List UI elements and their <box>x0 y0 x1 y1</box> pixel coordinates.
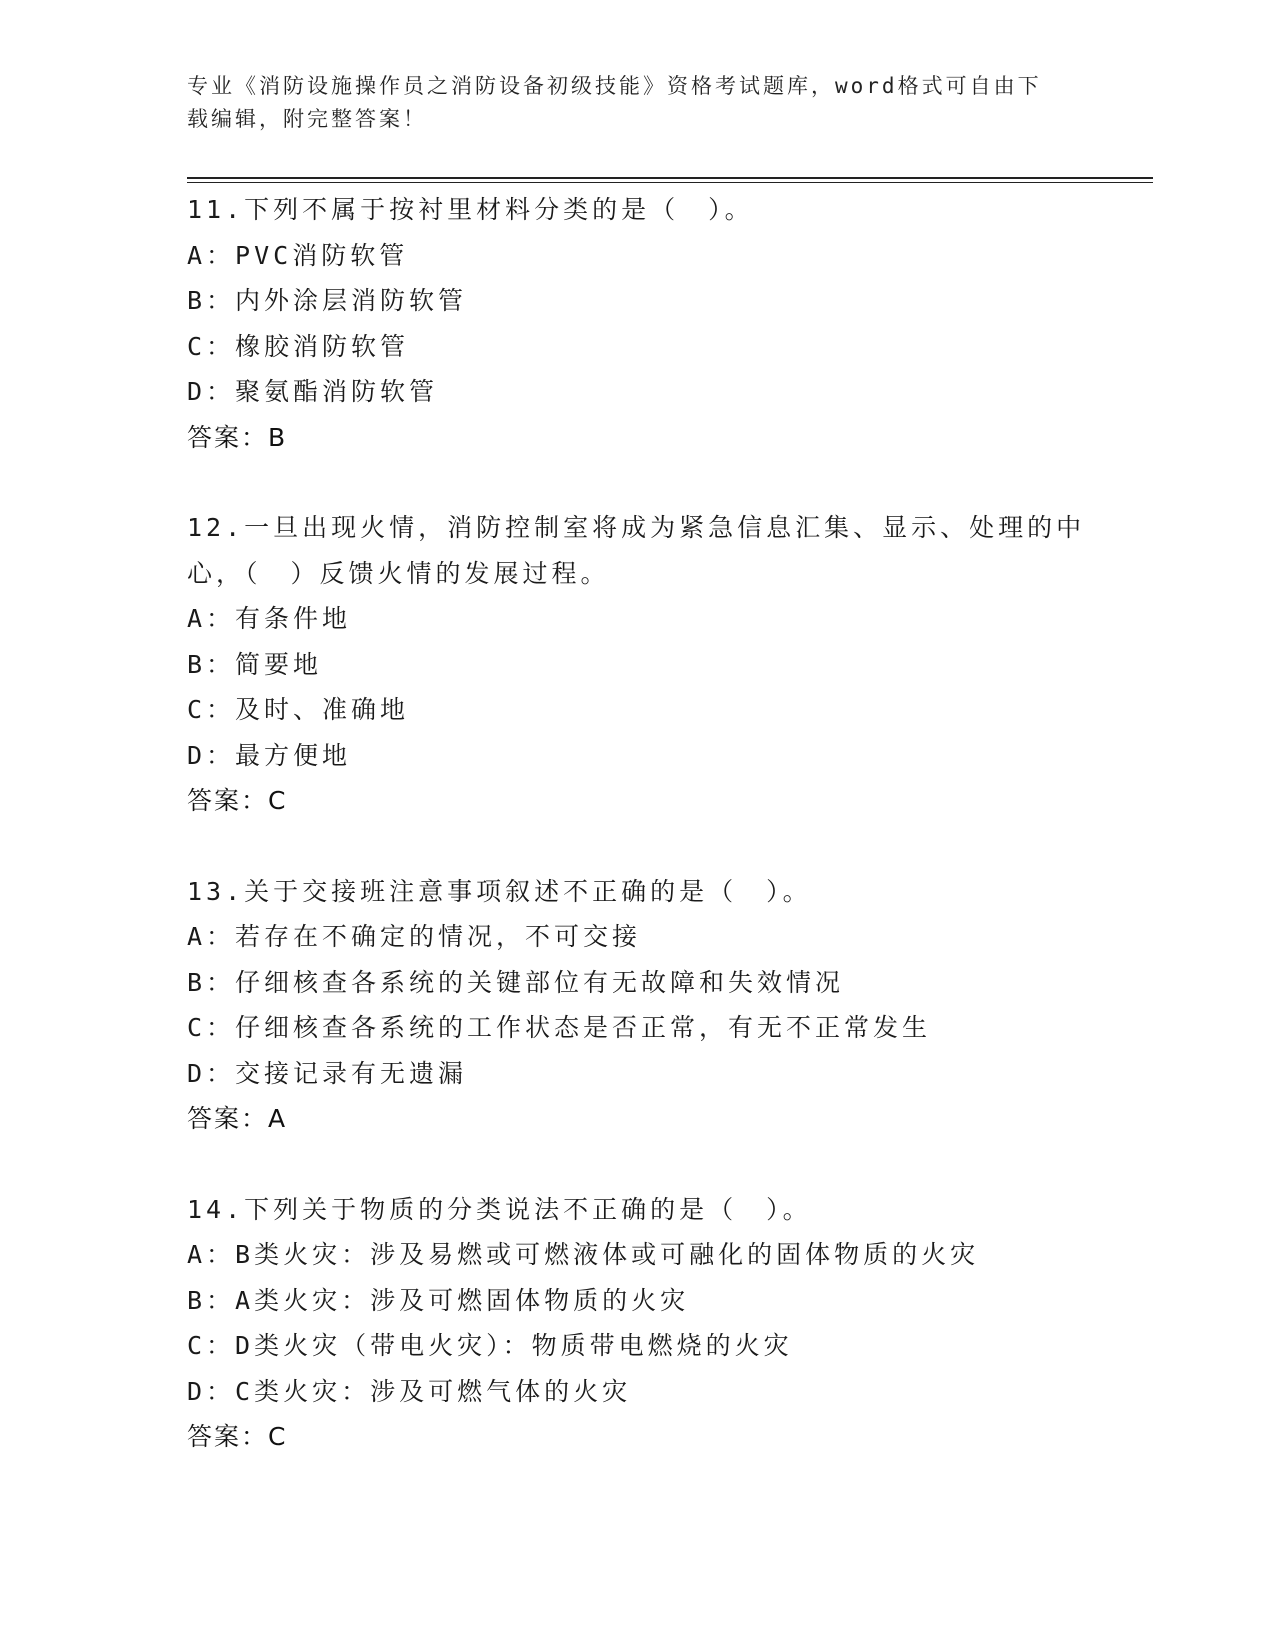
answer-line: 答案：C <box>187 1422 288 1451</box>
option-a: A：PVC消防软管 <box>187 240 409 270</box>
option-d: D：交接记录有无遗漏 <box>187 1058 468 1088</box>
question-14 <box>187 1187 1097 1460</box>
question-list <box>187 187 1097 1460</box>
option-a: A：B类火灾：涉及易燃或可燃液体或可融化的固体物质的火灾 <box>187 1240 980 1269</box>
header-divider-thin <box>187 182 1153 183</box>
option-a: A：有条件地 <box>187 604 352 633</box>
option-a: A：若存在不确定的情况，不可交接 <box>187 922 642 951</box>
option-b: B：仔细核查各系统的关键部位有无故障和失效情况 <box>187 967 845 997</box>
option-c: C：仔细核查各系统的工作状态是否正常，有无不正常发生 <box>187 1013 932 1042</box>
question-12 <box>187 505 1097 824</box>
question-stem: 13.关于交接班注意事项叙述不正确的是（ ）。 <box>187 876 812 906</box>
option-b: B：A类火灾：涉及可燃固体物质的火灾 <box>187 1285 690 1315</box>
answer-line: 答案：B <box>187 422 288 452</box>
document-header <box>187 70 1087 136</box>
question-11 <box>187 187 1097 460</box>
option-d: D：最方便地 <box>187 740 352 770</box>
question-stem: 12.一旦出现火情，消防控制室将成为紧急信息汇集、显示、处理的中心，（ ）反馈火情的发展过程。 <box>187 513 1086 588</box>
option-d: D：聚氨酯消防软管 <box>187 377 439 406</box>
header-divider-thick <box>187 177 1153 179</box>
question-spacer <box>187 824 1097 869</box>
option-b: B：简要地 <box>187 649 323 679</box>
option-c: C：橡胶消防软管 <box>187 331 410 361</box>
answer-line: 答案：A <box>187 1104 288 1133</box>
option-c: C：D类火灾（带电火灾）：物质带电燃烧的火灾 <box>187 1331 793 1360</box>
question-stem: 14.下列关于物质的分类说法不正确的是（ ）。 <box>187 1194 812 1224</box>
header-line-2: 载编辑，附完整答案！ <box>187 107 427 131</box>
option-c: C：及时、准确地 <box>187 695 410 724</box>
option-d: D：C类火灾：涉及可燃气体的火灾 <box>187 1376 632 1406</box>
option-b: B：内外涂层消防软管 <box>187 286 468 315</box>
question-spacer <box>187 460 1097 505</box>
question-stem: 11.下列不属于按衬里材料分类的是（ ）。 <box>187 195 754 224</box>
answer-line: 答案：C <box>187 786 288 815</box>
header-line-1: 专业《消防设施操作员之消防设备初级技能》资格考试题库，word格式可自由下 <box>187 74 1042 98</box>
question-13 <box>187 869 1097 1142</box>
question-spacer <box>187 1142 1097 1187</box>
